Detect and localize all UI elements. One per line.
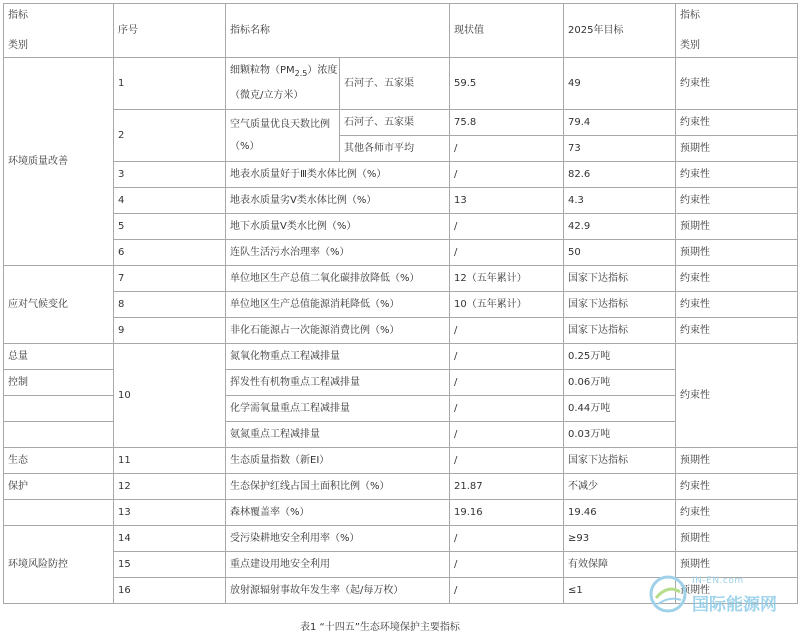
table-row bbox=[4, 344, 798, 370]
attr-cell: 约束性 bbox=[676, 318, 798, 344]
target-cell: 国家下达指标 bbox=[564, 318, 676, 344]
seq-cell: 11 bbox=[114, 448, 226, 474]
current-cell: 59.5 bbox=[450, 58, 564, 110]
table-row bbox=[4, 162, 798, 188]
name-cell: 地下水质量Ⅴ类水比例（%） bbox=[226, 214, 450, 240]
target-cell: 49 bbox=[564, 58, 676, 110]
target-cell: 42.9 bbox=[564, 214, 676, 240]
target-cell: 国家下达指标 bbox=[564, 292, 676, 318]
table-row bbox=[4, 214, 798, 240]
current-cell: / bbox=[450, 422, 564, 448]
seq-cell: 6 bbox=[114, 240, 226, 266]
table-row bbox=[4, 500, 798, 526]
seq-cell: 16 bbox=[114, 578, 226, 604]
name-cell: 受污染耕地安全利用率（%） bbox=[226, 526, 450, 552]
attr-cell: 预期性 bbox=[676, 214, 798, 240]
current-cell: 13 bbox=[450, 188, 564, 214]
current-cell: / bbox=[450, 344, 564, 370]
current-cell: 21.87 bbox=[450, 474, 564, 500]
group-env-quality: 环境质量改善 bbox=[4, 58, 114, 266]
seq-cell: 12 bbox=[114, 474, 226, 500]
seq-cell: 8 bbox=[114, 292, 226, 318]
current-cell: / bbox=[450, 240, 564, 266]
current-cell: 75.8 bbox=[450, 110, 564, 136]
target-cell: ≥93 bbox=[564, 526, 676, 552]
attr-cell: 预期性 bbox=[676, 526, 798, 552]
seq-cell: 10 bbox=[114, 344, 226, 448]
attr-cell: 预期性 bbox=[676, 578, 798, 604]
target-cell: 79.4 bbox=[564, 110, 676, 136]
target-cell: 不减少 bbox=[564, 474, 676, 500]
name-cell: 氮氧化物重点工程减排量 bbox=[226, 344, 450, 370]
current-cell: 10（五年累计） bbox=[450, 292, 564, 318]
current-cell: / bbox=[450, 214, 564, 240]
attr-cell: 约束性 bbox=[676, 474, 798, 500]
target-cell: 0.44万吨 bbox=[564, 396, 676, 422]
target-cell: 0.25万吨 bbox=[564, 344, 676, 370]
name-cell: 氨氮重点工程减排量 bbox=[226, 422, 450, 448]
header-attr: 指标 类别 bbox=[676, 4, 798, 58]
attr-cell: 约束性 bbox=[676, 188, 798, 214]
group-risk: 环境风险防控 bbox=[4, 526, 114, 604]
table-row bbox=[4, 318, 798, 344]
seq-cell: 2 bbox=[114, 110, 226, 162]
table-header-row bbox=[4, 4, 798, 58]
name-cell: 生态质量指数（新EI） bbox=[226, 448, 450, 474]
target-cell: 19.46 bbox=[564, 500, 676, 526]
group-total-b: 控制 bbox=[4, 370, 114, 396]
seq-cell: 1 bbox=[114, 58, 226, 110]
name-cell: 连队生活污水治理率（%） bbox=[226, 240, 450, 266]
name-cell: 放射源辐射事故年发生率（起/每万枚） bbox=[226, 578, 450, 604]
table-row bbox=[4, 266, 798, 292]
name-cell: 生态保护红线占国土面积比例（%） bbox=[226, 474, 450, 500]
region-cell: 石河子、五家渠 bbox=[340, 58, 450, 110]
current-cell: / bbox=[450, 578, 564, 604]
current-cell: / bbox=[450, 448, 564, 474]
name-cell: 挥发性有机物重点工程减排量 bbox=[226, 370, 450, 396]
current-cell: / bbox=[450, 136, 564, 162]
name-cell: 地表水质量劣Ⅴ类水体比例（%） bbox=[226, 188, 450, 214]
current-cell: / bbox=[450, 162, 564, 188]
target-cell: 0.06万吨 bbox=[564, 370, 676, 396]
group-total-a: 总量 bbox=[4, 344, 114, 370]
indicator-table bbox=[3, 3, 798, 604]
group-empty-cell bbox=[4, 422, 114, 448]
header-current: 现状值 bbox=[450, 4, 564, 58]
current-cell: / bbox=[450, 370, 564, 396]
target-cell: 国家下达指标 bbox=[564, 448, 676, 474]
group-eco-a: 生态 bbox=[4, 448, 114, 474]
attr-cell: 约束性 bbox=[676, 58, 798, 110]
table-row bbox=[4, 188, 798, 214]
attr-cell: 约束性 bbox=[676, 500, 798, 526]
attr-cell: 约束性 bbox=[676, 292, 798, 318]
table-row bbox=[4, 110, 798, 136]
seq-cell: 15 bbox=[114, 552, 226, 578]
table-row bbox=[4, 240, 798, 266]
table-caption: 表1 “十四五”生态环境保护主要指标 bbox=[300, 622, 460, 633]
seq-cell: 3 bbox=[114, 162, 226, 188]
name-cell: 地表水质量好于Ⅲ类水体比例（%） bbox=[226, 162, 450, 188]
watermark-text: 国际能源网 bbox=[692, 595, 777, 615]
watermark bbox=[648, 572, 798, 618]
target-cell: 82.6 bbox=[564, 162, 676, 188]
region-cell: 石河子、五家渠 bbox=[340, 110, 450, 136]
watermark-domain: IN-EN.com bbox=[692, 576, 744, 586]
table-row bbox=[4, 292, 798, 318]
region-cell: 其他各师市平均 bbox=[340, 136, 450, 162]
group-empty-cell bbox=[4, 396, 114, 422]
current-cell: / bbox=[450, 396, 564, 422]
group-empty-cell bbox=[4, 500, 114, 526]
name-cell: 森林覆盖率（%） bbox=[226, 500, 450, 526]
attr-cell: 约束性 bbox=[676, 344, 798, 448]
name-cell: 重点建设用地安全利用 bbox=[226, 552, 450, 578]
name-cell: 单位地区生产总值能源消耗降低（%） bbox=[226, 292, 450, 318]
header-target: 2025年目标 bbox=[564, 4, 676, 58]
target-cell: ≤1 bbox=[564, 578, 676, 604]
attr-cell: 预期性 bbox=[676, 136, 798, 162]
header-seq: 序号 bbox=[114, 4, 226, 58]
seq-cell: 14 bbox=[114, 526, 226, 552]
attr-cell: 预期性 bbox=[676, 240, 798, 266]
seq-cell: 13 bbox=[114, 500, 226, 526]
target-cell: 0.03万吨 bbox=[564, 422, 676, 448]
target-cell: 50 bbox=[564, 240, 676, 266]
attr-cell: 预期性 bbox=[676, 448, 798, 474]
seq-cell: 9 bbox=[114, 318, 226, 344]
target-cell: 4.3 bbox=[564, 188, 676, 214]
current-cell: 12（五年累计） bbox=[450, 266, 564, 292]
attr-cell: 约束性 bbox=[676, 162, 798, 188]
name-cell: 化学需氧量重点工程减排量 bbox=[226, 396, 450, 422]
target-cell: 有效保障 bbox=[564, 552, 676, 578]
current-cell: 19.16 bbox=[450, 500, 564, 526]
table-row bbox=[4, 474, 798, 500]
group-eco-b: 保护 bbox=[4, 474, 114, 500]
target-cell: 73 bbox=[564, 136, 676, 162]
attr-cell: 约束性 bbox=[676, 110, 798, 136]
name-cell: 空气质量优良天数比例 （%） bbox=[226, 110, 340, 162]
current-cell: / bbox=[450, 552, 564, 578]
current-cell: / bbox=[450, 318, 564, 344]
header-name: 指标名称 bbox=[226, 4, 450, 58]
name-cell: 单位地区生产总值二氧化碳排放降低（%） bbox=[226, 266, 450, 292]
current-cell: / bbox=[450, 526, 564, 552]
table-row bbox=[4, 526, 798, 552]
globe-logo-icon bbox=[648, 574, 688, 614]
table-row bbox=[4, 448, 798, 474]
table-row bbox=[4, 58, 798, 110]
header-category: 指标 类别 bbox=[4, 4, 114, 58]
name-cell: 细颗粒物$(PM_{2.5})$浓度 （微克/立方米） bbox=[226, 58, 340, 110]
attr-cell: 预期性 bbox=[676, 552, 798, 578]
seq-cell: 5 bbox=[114, 214, 226, 240]
seq-cell: 7 bbox=[114, 266, 226, 292]
seq-cell: 4 bbox=[114, 188, 226, 214]
group-climate: 应对气候变化 bbox=[4, 266, 114, 344]
attr-cell: 约束性 bbox=[676, 266, 798, 292]
name-cell: 非化石能源占一次能源消费比例（%） bbox=[226, 318, 450, 344]
target-cell: 国家下达指标 bbox=[564, 266, 676, 292]
